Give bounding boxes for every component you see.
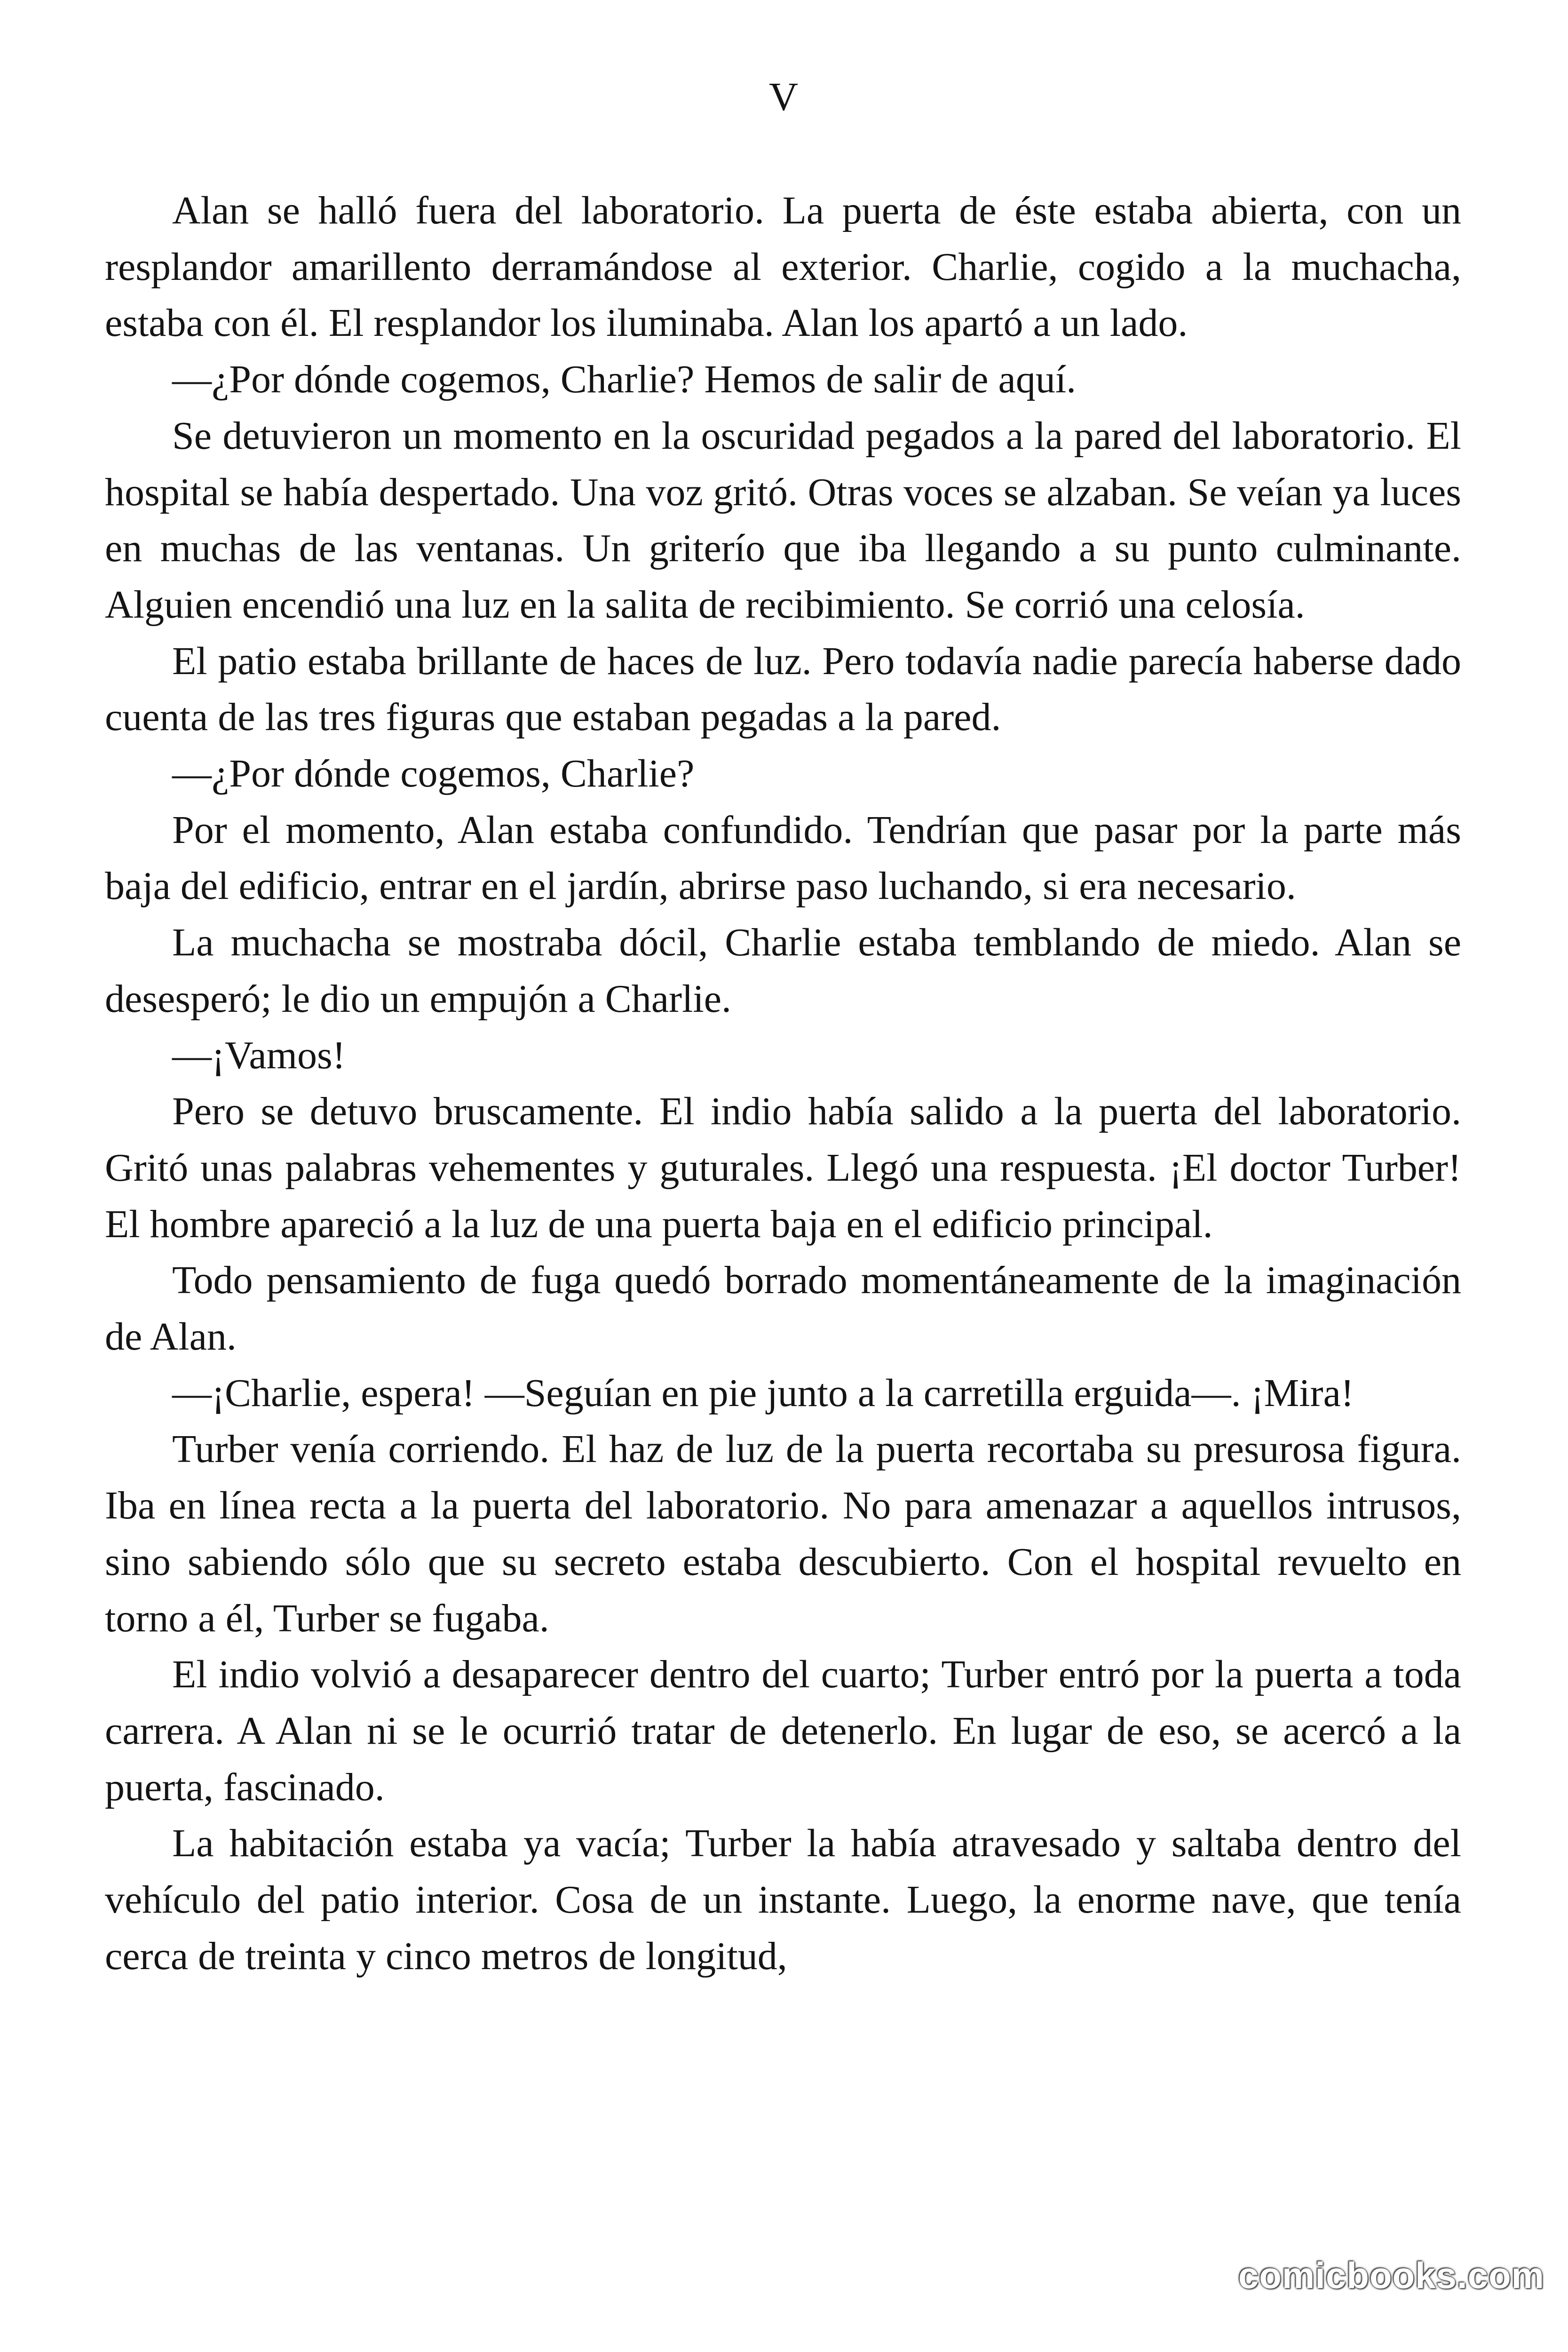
paragraph: Todo pensamiento de fuga quedó borrado momentáneamente de la imaginación de Alan. <box>105 1258 1461 1359</box>
paragraph: Se detuvieron un momento en la oscuridad pegados a la pared del laboratorio. El hospital se había despertado. Una voz gritó. Otras voces se alzaban. Se veían ya luces en muchas de las ventanas. Un griterío que iba llegando a su punto culminante. Alguien encendió una luz en la salita de recibimiento. Se corrió una celosía. <box>105 413 1461 627</box>
watermark-logo: comicbooks.com <box>1234 2249 1549 2301</box>
paragraph: El patio estaba brillante de haces de luz. Pero todavía nadie parecía haberse dado cuenta de las tres figuras que estaban pegadas a la pared. <box>105 639 1461 739</box>
paragraph: Pero se detuvo bruscamente. El indio había salido a la puerta del laboratorio. Gritó unas palabras vehementes y guturales. Llegó una respuesta. ¡El doctor Turber! El hombre apareció a la luz de una puerta baja en el edificio principal. <box>105 1089 1461 1246</box>
paragraph: Por el momento, Alan estaba confundido. Tendrían que pasar por la parte más baja del edificio, entrar en el jardín, abrirse paso luchando, si era necesario. <box>105 808 1461 908</box>
paragraph: —¡Vamos! <box>172 1033 346 1077</box>
paragraph: Alan se halló fuera del laboratorio. La puerta de éste estaba abierta, con un resplandor amarillento derramándose al exterior. Charlie, cogido a la muchacha, estaba con él. El resplandor los iluminaba. Alan los apartó a un lado. <box>105 189 1461 345</box>
paragraph: —¿Por dónde cogemos, Charlie? <box>172 752 695 796</box>
paragraph: —¡Charlie, espera! —Seguían en pie junto a la carretilla erguida—. ¡Mira! <box>172 1371 1354 1415</box>
paragraph: El indio volvió a desaparecer dentro del cuarto; Turber entró por la puerta a toda carrera. A Alan ni se le ocurrió tratar de detenerlo. En lugar de eso, se acercó a la puerta, fascinado. <box>105 1653 1461 1809</box>
paragraph: —¿Por dónde cogemos, Charlie? Hemos de salir de aquí. <box>172 358 1077 402</box>
paragraph: Turber venía corriendo. El haz de luz de la puerta recortaba su presurosa figura. Iba en línea recta a la puerta del laboratorio. No para amenazar a aquellos intrusos, sino sabiendo sólo que su secreto estaba descubierto. Con el hospital revuelto en torno a él, Turber se fugaba. <box>105 1427 1461 1640</box>
paragraph: La habitación estaba ya vacía; Turber la había atravesado y saltaba dentro del vehículo del patio interior. Cosa de un instante. Luego, la enorme nave, que tenía cerca de treinta y cinco metros de longitud, <box>105 1821 1461 1978</box>
chapter-heading: V <box>768 74 800 119</box>
paragraph: La muchacha se mostraba dócil, Charlie estaba temblando de miedo. Alan se desesperó; le dio un empujón a Charlie. <box>105 921 1461 1021</box>
body-text <box>105 183 1461 1985</box>
